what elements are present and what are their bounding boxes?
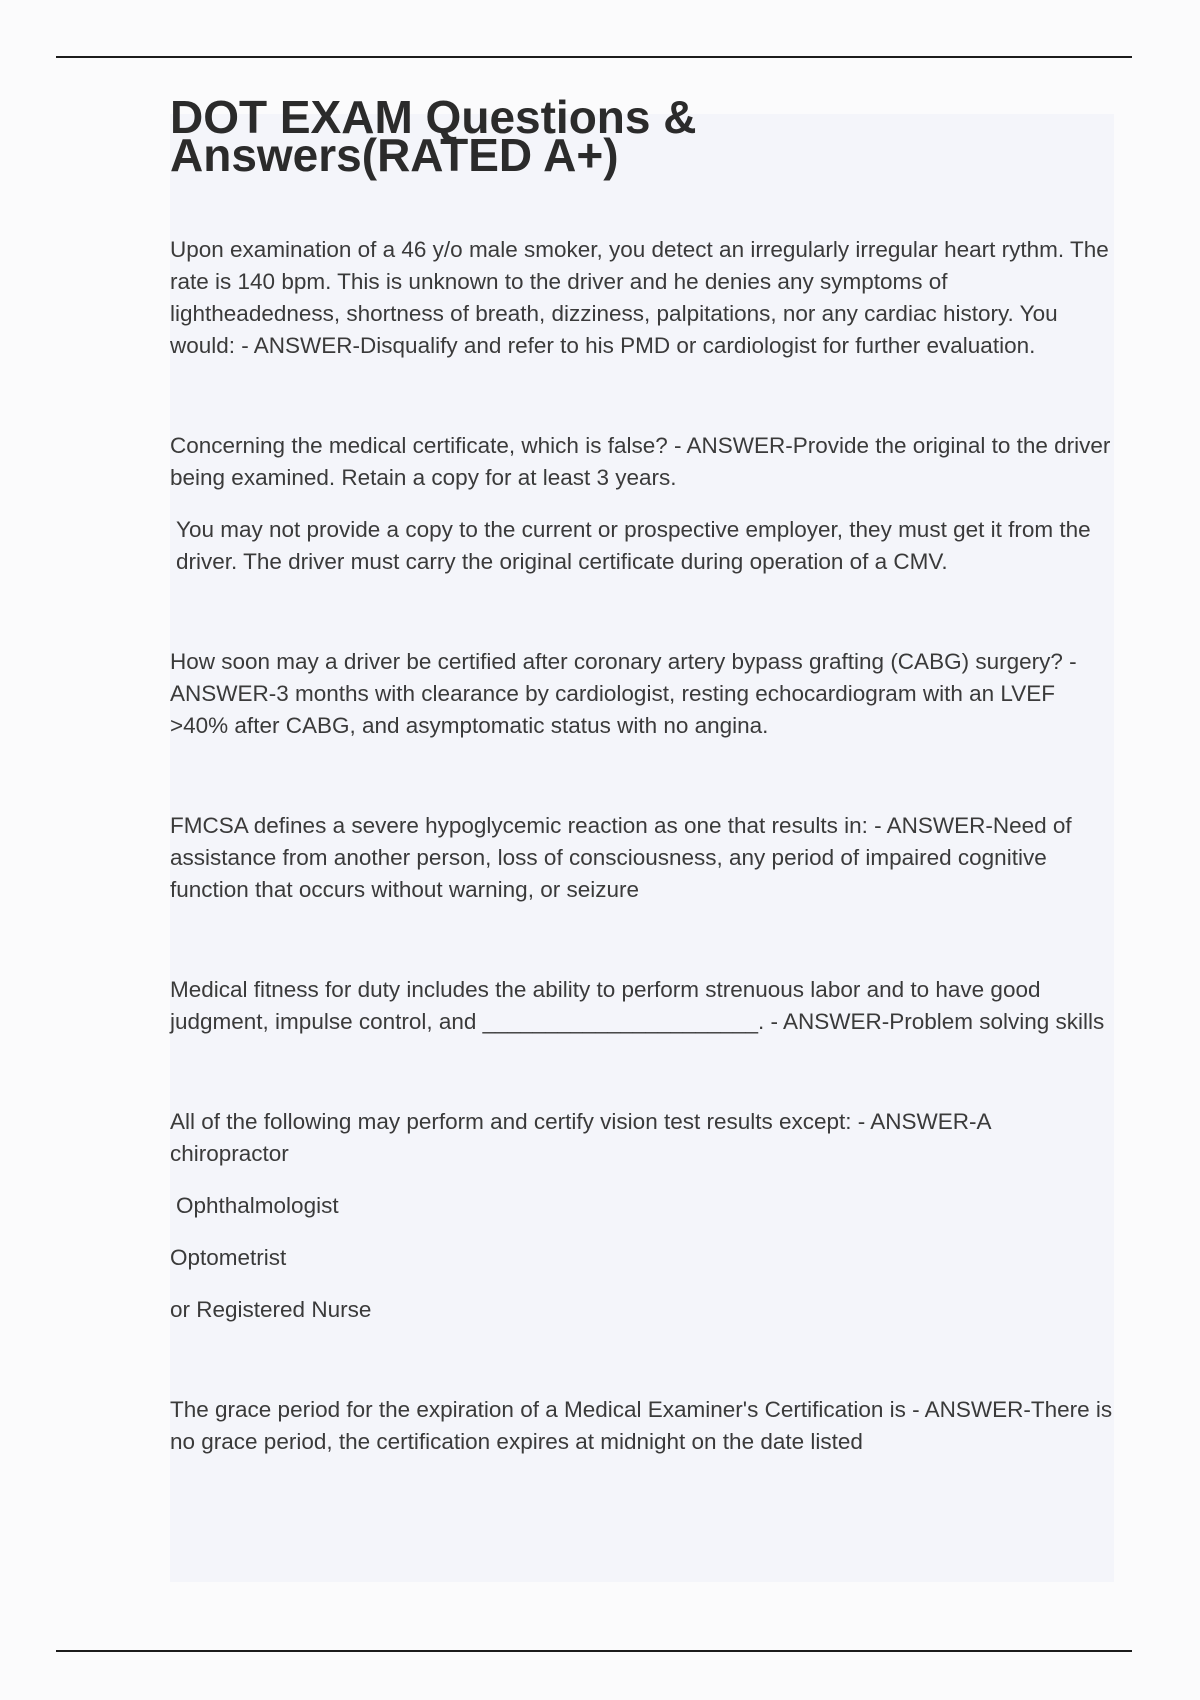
qa-paragraph: The grace period for the expiration of a Medical Examiner's Certification is - ANSWER-There is no grace period, the certification expires at midnight on the date listed <box>170 1397 1113 1454</box>
document-body <box>170 234 1114 1526</box>
bottom-rule <box>56 1650 1132 1652</box>
qa-item-4 <box>170 810 1114 906</box>
qa-option: Optometrist <box>170 1245 287 1270</box>
qa-item-6 <box>170 1106 1114 1326</box>
qa-paragraph: Medical fitness for duty includes the ability to perform strenuous labor and to have good judgment, impulse control, and ______________________. - ANSWER-Problem solving skills <box>170 977 1105 1034</box>
qa-paragraph: FMCSA defines a severe hypoglycemic reaction as one that results in: - ANSWER-Need of assistance from another person, loss of consciousness, any period of impaired cognitive function that occurs without warning, or seizure <box>170 813 1072 902</box>
document-title <box>170 91 1070 181</box>
qa-item-5 <box>170 974 1114 1038</box>
qa-paragraph: All of the following may perform and certify vision test results except: - ANSWER-A chiropractor <box>170 1109 991 1166</box>
qa-item-7 <box>170 1394 1114 1458</box>
qa-item-3 <box>170 646 1114 742</box>
qa-item-1 <box>170 234 1114 362</box>
qa-option: or Registered Nurse <box>170 1297 372 1322</box>
title-line-1: DOT EXAM Questions & <box>170 91 697 143</box>
qa-item-2 <box>170 430 1114 578</box>
top-rule <box>56 56 1132 58</box>
title-line-2: Answers(RATED A+) <box>170 129 619 181</box>
qa-option: Ophthalmologist <box>176 1193 339 1218</box>
qa-paragraph: You may not provide a copy to the current or prospective employer, they must get it from the driver. The driver must carry the original certificate during operation of a CMV. <box>176 517 1091 574</box>
qa-paragraph: How soon may a driver be certified after coronary artery bypass grafting (CABG) surgery? - ANSWER-3 months with clearance by cardiologist, resting echocardiogram with an LVEF >40% after CABG, and asymptomatic status with no angina. <box>170 649 1077 738</box>
qa-paragraph: Upon examination of a 46 y/o male smoker, you detect an irregularly irregular heart rythm. The rate is 140 bpm. This is unknown to the driver and he denies any symptoms of lightheadedness, shortness of breath, dizziness, palpitations, nor any cardiac history. You would: - ANSWER-Disqualify and refer to his PMD or cardiologist for further evaluation. <box>170 237 1109 358</box>
qa-paragraph: Concerning the medical certificate, which is false? - ANSWER-Provide the original to the driver being examined. Retain a copy for at least 3 years. <box>170 433 1111 490</box>
